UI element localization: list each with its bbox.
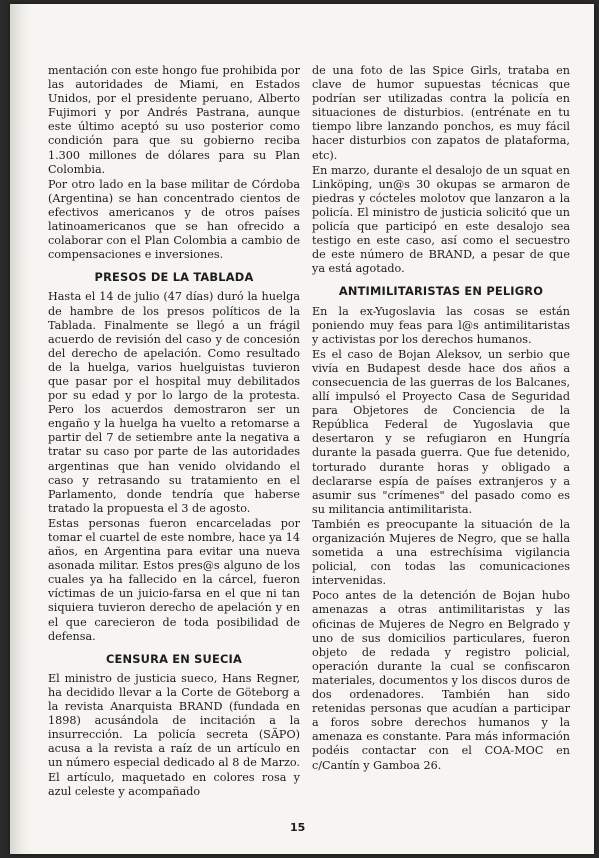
paragraph: También es preocupante la situación de la organización Mujeres de Negro, que se halla sometida a una estrechísima vigilancia policial, con todas las comunicaciones intervenidas. [312,517,570,588]
paragraph: mentación con este hongo fue prohibida por las autoridades de Miami, en Estados Unidos, por el presidente peruano, Alberto Fujimori y por Andrés Pastrana, aunque este último aceptó su uso posterior como condición para que su gobierno reciba 1.300 millones de dólares para su Plan Colombia. [48,64,300,176]
page-number: 15 [290,821,306,834]
document-page [10,4,594,854]
paragraph: Poco antes de la detención de Bojan hubo amenazas a otras antimilitaristas y las oficinas de Mujeres de Negro en Belgrado y uno de sus domicilios particulares, fueron objeto de redada y registro policial, operación durante la cual se confiscaron materiales, documentos y los discos duros de dos ordenadores. También han sido retenidas personas que acudían a participar a foros sobre derechos humanos y la amenaza es constante. Para más información podéis contactar con el COA-MOC en c/Cantín y Gamboa 26. [312,589,570,772]
paragraph: En marzo, durante el desalojo de un squat en Linköping, un@s 30 okupas se armaron de piedras y cócteles molotov que lanzaron a la policía. El ministro de justicia solicitó que un policía que participó en este desalojo sea testigo en este caso, así como el secuestro de este número de BRAND, a pesar de que ya está agotado. [312,163,570,276]
right-column [312,64,570,774]
section-heading: ANTIMILITARISTAS EN PELIGRO [338,284,544,299]
paragraph: Estas personas fueron encarceladas por tomar el cuartel de este nombre, hace ya 14 años, en Argentina para evitar una nueva asonada militar. Estos pres@s alguno de los cuales ya ha fallecido en la cárcel, fueron víctimas de un juicio-farsa en el que ni tan siquiera tuvieron derecho de apelación y en el que carecieron de toda posibilidad de defensa. [48,516,300,643]
paragraph: Hasta el 14 de julio (47 días) duró la huelga de hambre de los presos políticos de la Tablada. Finalmente se llegó a un frágil acuerdo de revisión del caso y de concesión del derecho de apelación. Como resultado de la huelga, varios huelguistas tuvieron que pasar por el hospital muy debilitados por su edad y por lo largo de la protesta. Pero los acuerdos demostraron ser un engaño y la huelga ha vuelto a retomarse a partir del 7 de setiembre ante la negativa a tratar su caso por parte de las autoridades argentinas que han venido olvidando el caso y retrasando su tratamiento en el Parlamento, donde tendría que haberse tratado la propuesta el 3 de agosto. [48,290,300,515]
left-column [48,64,300,800]
paragraph: En la ex-Yugoslavia las cosas se están poniendo muy feas para l@s antimilitaristas y activistas por los derechos humanos. [312,304,570,346]
section-heading: PRESOS DE LA TABLADA [94,270,254,285]
page-binding-edge [10,4,32,854]
paragraph: El ministro de justicia sueco, Hans Regner, ha decidido llevar a la Corte de Göteborg a la revista Anarquista BRAND (fundada en 1898) acusándola de incitación a la insurrección. La policía secreta (SÄPO) acusa a la revista a raíz de un artículo en un número especial dedicado al 8 de Marzo. El artículo, maquetado en colores rosa y azul celeste y acompañado [48,671,300,798]
paragraph: Por otro lado en la base militar de Córdoba (Argentina) se han concentrado cientos de efectivos americanos y de otros países latinoamericanos que se han ofrecido a colaborar con el Plan Colombia a cambio de compensaciones e inversiones. [48,177,300,262]
paragraph: de una foto de las Spice Girls, trataba en clave de humor supuestas técnicas que podrían ser utilizadas contra la policía en situaciones de disturbios. (entrénate en tu tiempo libre lanzando ponchos, es muy fácil hacer disturbios con zapatos de plataforma, etc). [312,64,570,162]
paragraph: Es el caso de Bojan Aleksov, un serbio que vivía en Budapest desde hace dos años a consecuencia de las guerras de los Balcanes, allí impulsó el Proyecto Casa de Seguridad para Objetores de Conciencia de la República Federal de Yugoslavia que desertaron y se refugiaron en Hungría durante la pasada guerra. Que fue detenido, torturado durante horas y obligado a declararse espía de países extranjeros y a asumir sus "crímenes" del pasado como es su militancia antimilitarista. [312,347,570,516]
section-heading: CENSURA EN SUECIA [105,651,242,666]
